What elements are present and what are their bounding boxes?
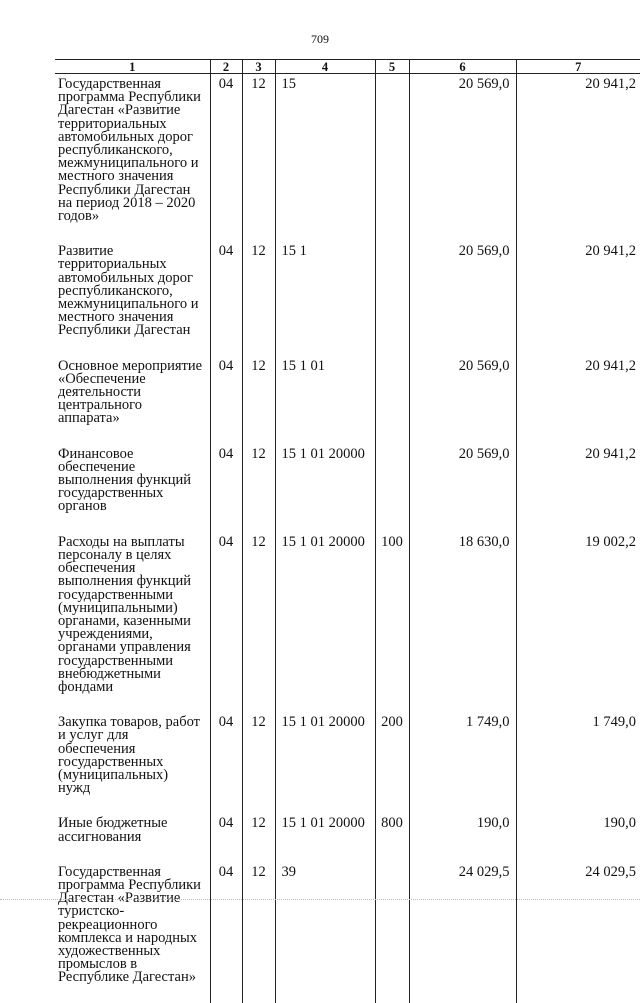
target-article-code: 15 1 <box>275 241 375 355</box>
table-row <box>55 862 640 1003</box>
table-row <box>55 712 640 813</box>
amount-col6: 190,0 <box>409 813 516 861</box>
header-cell: 1 <box>55 60 210 74</box>
budget-table <box>55 59 640 1003</box>
target-article-code: 15 1 01 <box>275 356 375 444</box>
amount-col7: 1 749,0 <box>516 712 640 813</box>
item-name: Закупка товаров, работ и услуг для обеспечения государственных (муниципальных) нужд <box>58 714 200 797</box>
amount-col6: 1 749,0 <box>409 712 516 813</box>
item-name: Развитие территориальных автомобильных дорог республиканского, межмуниципального и местного значения Республики Дагестан <box>58 243 199 339</box>
table-row <box>55 241 640 355</box>
item-name: Государственная программа Республики Дагестан «Развитие территориальных автомобильных дорог республиканского, межмуниципального и местного значения Республики Дагестан на период 2018 – 2020 годов» <box>58 76 201 225</box>
section-code: 04 <box>210 813 242 861</box>
subsection-code: 12 <box>242 813 275 861</box>
expense-type-code: 800 <box>375 813 409 861</box>
target-article-code: 15 <box>275 74 375 242</box>
subsection-code: 12 <box>242 241 275 355</box>
expense-type-code <box>375 862 409 1003</box>
section-code: 04 <box>210 241 242 355</box>
subsection-code: 12 <box>242 356 275 444</box>
expense-type-code <box>375 356 409 444</box>
section-code: 04 <box>210 74 242 242</box>
target-article-code: 39 <box>275 862 375 1003</box>
target-article-code: 15 1 01 20000 <box>275 712 375 813</box>
header-cell: 4 <box>275 60 375 74</box>
subsection-code: 12 <box>242 532 275 712</box>
target-article-code: 15 1 01 20000 <box>275 813 375 861</box>
subsection-code: 12 <box>242 862 275 1003</box>
table-row <box>55 444 640 532</box>
header-row <box>55 60 640 74</box>
section-code: 04 <box>210 712 242 813</box>
amount-col6: 20 569,0 <box>409 444 516 532</box>
section-code: 04 <box>210 444 242 532</box>
amount-col7: 24 029,5 <box>516 862 640 1003</box>
table-row <box>55 532 640 712</box>
expense-type-code: 100 <box>375 532 409 712</box>
subsection-code: 12 <box>242 74 275 242</box>
amount-col7: 20 941,2 <box>516 444 640 532</box>
amount-col7: 20 941,2 <box>516 241 640 355</box>
expense-type-code <box>375 444 409 532</box>
amount-col6: 20 569,0 <box>409 74 516 242</box>
table-row <box>55 813 640 861</box>
header-cell: 6 <box>409 60 516 74</box>
expense-type-code <box>375 74 409 242</box>
section-code: 04 <box>210 356 242 444</box>
target-article-code: 15 1 01 20000 <box>275 444 375 532</box>
header-cell: 2 <box>210 60 242 74</box>
subsection-code: 12 <box>242 712 275 813</box>
page-number: 709 <box>311 32 329 46</box>
header-cell: 5 <box>375 60 409 74</box>
subsection-code: 12 <box>242 444 275 532</box>
amount-col7: 20 941,2 <box>516 74 640 242</box>
header-cell: 7 <box>516 60 640 74</box>
amount-col6: 24 029,5 <box>409 862 516 1003</box>
amount-col6: 20 569,0 <box>409 356 516 444</box>
amount-col7: 190,0 <box>516 813 640 861</box>
section-code: 04 <box>210 532 242 712</box>
table-row <box>55 74 640 242</box>
expense-type-code: 200 <box>375 712 409 813</box>
amount-col7: 20 941,2 <box>516 356 640 444</box>
section-code: 04 <box>210 862 242 1003</box>
target-article-code: 15 1 01 20000 <box>275 532 375 712</box>
amount-col6: 18 630,0 <box>409 532 516 712</box>
amount-col7: 19 002,2 <box>516 532 640 712</box>
amount-col6: 20 569,0 <box>409 241 516 355</box>
item-name: Иные бюджетные ассигнования <box>58 815 168 845</box>
header-cell: 3 <box>242 60 275 74</box>
page-bottom-rule <box>0 899 640 900</box>
item-name: Государственная программа Республики Дагестан «Развитие туристско-рекреационного комплекса и народных художественных промыслов в Республике Дагестан» <box>58 863 201 986</box>
item-name: Финансовое обеспечение выполнения функций государственных органов <box>58 445 192 515</box>
item-name: Основное мероприятие «Обеспечение деятельности центрального аппарата» <box>58 357 203 427</box>
expense-type-code <box>375 241 409 355</box>
item-name: Расходы на выплаты персоналу в целях обеспечения выполнения функций государственными (муниципальными) органами, казенными учреждениями, органами управления государственными внебюджетными фондами <box>58 533 192 695</box>
table-row <box>55 356 640 444</box>
